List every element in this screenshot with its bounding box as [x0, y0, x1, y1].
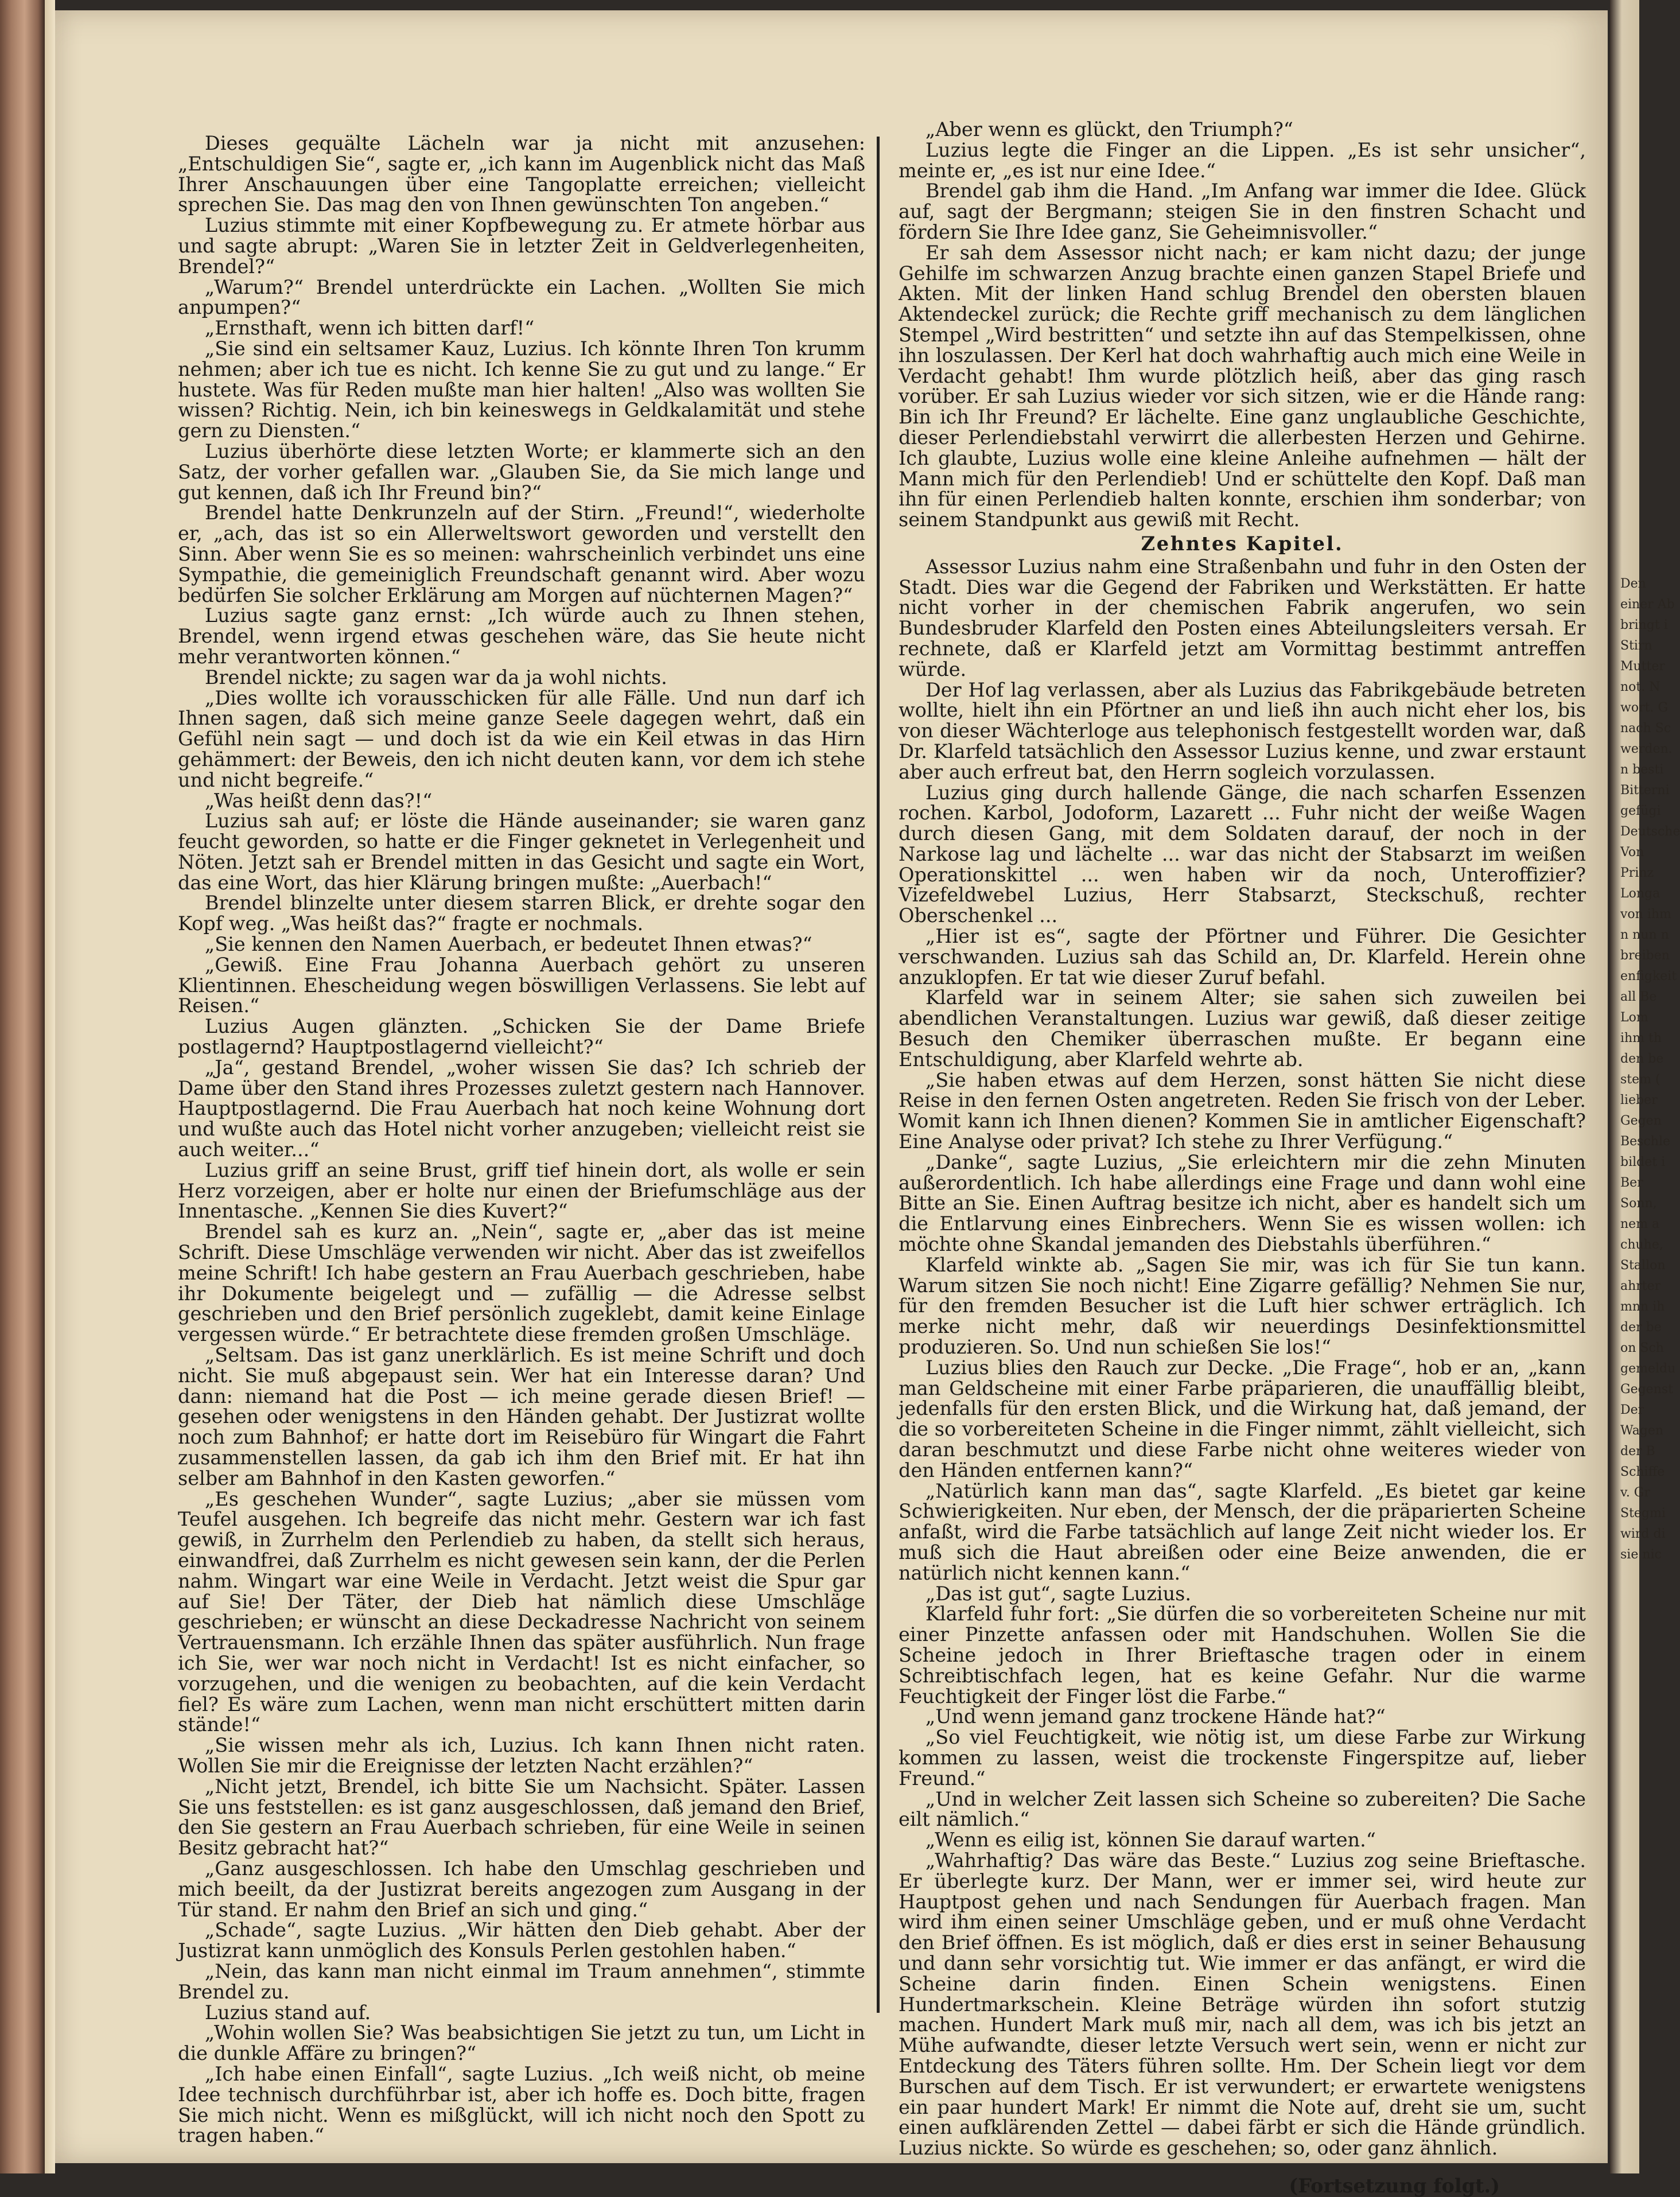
column-divider-rule — [877, 137, 880, 2013]
adjacent-fragment: Gegenst — [1620, 1382, 1673, 1397]
paragraph: „Warum?“ Brendel unterdrückte ein Lachen. „Wollten Sie mich anpumpen?“ — [178, 275, 865, 319]
adjacent-page-strip — [1610, 0, 1680, 2173]
adjacent-fragment: enfigkeit — [1620, 969, 1677, 983]
paragraph: Luzius überhörte diese letzten Worte; er klammerte sich an den Satz, der vorher gefallen war. „Glauben Sie, da Sie mich lange und gut kennen, daß ich Ihr Freund bin?“ — [178, 440, 865, 504]
adjacent-fragment: n besti — [1620, 763, 1664, 777]
paragraph: Luzius legte die Finger an die Lippen. „Es ist sehr unsicher“, meinte er, „es ist nur eine Idee.“ — [899, 138, 1586, 182]
paragraph: Assessor Luzius nahm eine Straßenbahn und fuhr in den Osten der Stadt. Dies war die Gegend der Fabriken und Werkstätten. Er hatte nicht vorher in der chemischen Fabrik angerufen, wo sein Bundesbruder Klarfeld den Posten eines Abteilungsleiters versah. Er rechnete, daß er Klarfeld jetzt am Vormittag bestimmt antreffen würde. — [899, 555, 1586, 681]
paragraph: „Sie sind ein seltsamer Kauz, Luzius. Ich könnte Ihren Ton krumm nehmen; aber ich tue es nicht. Ich kenne Sie zu gut und zu lange.“ Er hustete. Was für Reden mußte man hier halten! „Also was wollten Sie wissen? Richtig. Nein, ich bin keineswegs in Geldkalamität und stehe gern zu Diensten.“ — [178, 337, 865, 442]
right-column-text-before-chapter — [899, 119, 1586, 530]
paragraph: „Ich habe einen Einfall“, sagte Luzius. „Ich weiß nicht, ob meine Idee technisch durchführbar ist, aber ich hoffe es. Doch bitte, fragen Sie mich nicht. Wenn es mißglückt, will ich nicht noch den Spott zu tragen haben.“ — [178, 2062, 865, 2147]
page-stack-edge — [45, 0, 55, 2173]
paragraph: Klarfeld war in seinem Alter; sie sahen sich zuweilen bei abendlichen Veranstaltungen. Luzius war gewiß, daß dieser zeitige Besuch den Chemiker überraschen mußte. Er begann eine Entschuldigung, aber Klarfeld wehrte ab. — [899, 986, 1586, 1071]
paragraph: Luzius stimmte mit einer Kopfbewegung zu. Er atmete hörbar aus und sagte abrupt: „Waren Sie in letzter Zeit in Geldverlegenheiten, Brendel?“ — [178, 214, 865, 278]
paragraph: Klarfeld winkte ab. „Sagen Sie mir, was ich für Sie tun kann. Warum sitzen Sie noch nicht! Eine Zigarre gefällig? Nehmen Sie nur, für den fremden Besucher ist die Luft hier schwer erträglich. Ich merke nicht mehr, daß wir neuerdings Desinfektionsmittel produzieren. So. Und nun schießen Sie los!“ — [899, 1253, 1586, 1359]
paragraph: „Ganz ausgeschlossen. Ich habe den Umschlag geschrieben und mich beeilt, da der Justizrat bereits angezogen zum Ausgang in der Tür stand. Er nahm den Brief an sich und ging.“ — [178, 1857, 865, 1921]
paragraph: „Sie haben etwas auf dem Herzen, sonst hätten Sie nicht diese Reise in den fernen Osten angetreten. Reden Sie frisch von der Leber. Womit kann ich Ihnen dienen? Kommen Sie in amtlicher Eigenschaft? Eine Analyse oder privat? Ich stehe zu Ihrer Verfügung.“ — [899, 1068, 1586, 1153]
adjacent-fragment: den be — [1620, 1052, 1664, 1066]
adjacent-fragment: stem ( — [1620, 1072, 1660, 1087]
adjacent-fragment: Stirn — [1620, 639, 1652, 653]
paragraph: Brendel nickte; zu sagen war da ja wohl nichts. — [204, 666, 667, 689]
paragraph: „Sie kennen den Namen Auerbach, er bedeutet Ihnen etwas?“ — [204, 933, 812, 956]
paragraph: „Schade“, sagte Luzius. „Wir hätten den Dieb gehabt. Aber der Justizrat kann unmöglich des Konsuls Perlen gestohlen haben.“ — [178, 1919, 865, 1962]
paragraph: „Und wenn jemand ganz trockene Hände hat?“ — [925, 1705, 1386, 1728]
paragraph: „Ernsthaft, wenn ich bitten darf!“ — [204, 317, 535, 340]
adjacent-fragment: Prinz — [1620, 866, 1654, 880]
adjacent-fragment: ahrter — [1620, 1279, 1661, 1293]
adjacent-fragment: Wagen — [1620, 1424, 1664, 1438]
adjacent-fragment: Sonn, — [1620, 1196, 1657, 1211]
paragraph: „Dies wollte ich vorausschicken für alle Fälle. Und nun darf ich Ihnen sagen, daß sich meine ganze Seele dagegen wehrt, daß ein Gefühl nein sagt — und doch ist da wie ein Keil etwas in das Hirn gehämmert: der Beweis, den ich nicht deuten kann, vor dem ich stehe und nicht begreife.“ — [178, 686, 865, 791]
paragraph: Brendel gab ihm die Hand. „Im Anfang war immer die Idee. Glück auf, sagt der Bergmann; steigen Sie in den finstren Schacht und fördern Sie Ihre Idee ganz, Sie Geheimnisvoller.“ — [899, 180, 1586, 243]
paragraph: Dieses gequälte Lächeln war ja nicht mit anzusehen: „Entschuldigen Sie“, sagte er, „ich kann im Augenblick nicht das Maß Ihrer Anschauungen über eine Tangoplatte erreichen; vielleicht sprechen Sie. Das mag den von Ihnen gewünschten Ton angeben.“ — [178, 132, 865, 216]
paragraph: Luzius sagte ganz ernst: „Ich würde auch zu Ihnen stehen, Brendel, wenn irgend etwas geschehen wäre, das Sie heute nicht mehr verantworten können.“ — [178, 604, 865, 668]
right-text-column — [899, 119, 1586, 2196]
paragraph: „Was heißt denn das?!“ — [204, 789, 433, 812]
adjacent-fragment: n nun n — [1620, 928, 1669, 942]
adjacent-fragment: Ber — [1620, 1176, 1643, 1190]
adjacent-fragment: Stallon — [1620, 1258, 1666, 1273]
adjacent-page-fragments — [1620, 574, 1680, 1565]
book-spine — [0, 0, 45, 2173]
continuation-note: (Fortsetzung folgt.) — [1289, 2174, 1500, 2197]
adjacent-fragment: v. Gr — [1620, 1486, 1650, 1500]
adjacent-fragment: ihm th — [1620, 1031, 1662, 1045]
paragraph: „Ja“, gestand Brendel, „woher wissen Sie das? Ich schrieb der Dame über den Stand ihres Prozesses zuletzt gestern nach Hannover. Hauptpostlagernd. Die Frau Auerbach hat noch keine Wohnung dort und wußte auch das Hotel nicht vorher anzugeben; vielleicht reist sie auch weiter...“ — [178, 1056, 865, 1161]
adjacent-fragment: wird di — [1620, 1527, 1666, 1541]
paragraph: „Natürlich kann man das“, sagte Klarfeld. „Es bietet gar keine Schwierigkeiten. Nur eben, der Mensch, der die präparierten Scheine anfaßt, wird die Farbe tatsächlich auf lange Zeit nicht wieder los. Er muß sich die Haut abreißen oder eine Beize anwenden, die er natürlich nicht kennen kann.“ — [899, 1479, 1586, 1584]
paragraph: Brendel blinzelte unter diesem starren Blick, er drehte sogar den Kopf weg. „Was heißt das?“ fragte er nochmals. — [178, 892, 865, 935]
adjacent-fragment: der B — [1620, 1444, 1655, 1459]
adjacent-fragment: Schiffe — [1620, 1465, 1665, 1479]
paragraph: Der Hof lag verlassen, aber als Luzius das Fabrikgebäude betreten wollte, hielt ihn ein Pförtner an und ließ ihn auch nicht eher los, bis von dieser Wächterloge aus telephonisch festgestellt worden war, daß Dr. Klarfeld tatsächlich den Assessor Luzius kenne, und zwar erstaunt aber auch erfreut bat, den Herrn sogleich vorzulassen. — [899, 678, 1586, 783]
adjacent-fragment: Mutter — [1620, 659, 1665, 674]
adjacent-fragment: Beschle — [1620, 1134, 1671, 1149]
adjacent-fragment: bildet i — [1620, 1155, 1666, 1169]
paragraph: Luzius griff an seine Brust, griff tief hinein dort, als wolle er sein Herz vorzeigen, aber er holte nur einen der Briefumschläge aus der Innentasche. „Kennen Sie dies Kuvert?“ — [178, 1158, 865, 1223]
adjacent-fragment: der be — [1620, 1320, 1662, 1335]
adjacent-fragment: Gegen — [1620, 1114, 1662, 1128]
paragraph: Luzius ging durch hallende Gänge, die nach scharfen Essenzen rochen. Karbol, Jodoform, Lazarett ... Fuhr nicht der weiße Wagen durch diesen Gang, mit dem Soldaten darauf, der noch in der Narkose lag und lächelte ... war das nicht der Stabsarzt im weißen Operationskittel ... wen haben wir da noch, Unteroffizier? Vizefeldwebel Luzius, Herr Stabsarzt, Steckschuß, rechter Oberschenkel ... — [899, 781, 1586, 927]
paragraph: Luzius sah auf; er löste die Hände auseinander; sie waren ganz feucht geworden, so hatte er die Finger geknetet in Verlegenheit und Nöten. Jetzt sah er Brendel mitten in das Gesicht und sagte ein Wort, das eine Wort, das hier Klärung bringen mußte: „Auerbach!“ — [178, 810, 865, 894]
adjacent-fragment: Deutsche — [1620, 825, 1680, 839]
paragraph: „Sie wissen mehr als ich, Luzius. Ich kann Ihnen nicht raten. Wollen Sie mir die Ereignisse der letzten Nacht erzählen?“ — [178, 1734, 865, 1777]
paragraph: „So viel Feuchtigkeit, wie nötig ist, um diese Farbe zur Wirkung kommen zu lassen, weist die trockenste Fingerspitze auf, lieber Freund.“ — [899, 1726, 1586, 1790]
adjacent-fragment: chuhe, — [1620, 1238, 1663, 1252]
paragraph: „Wohin wollen Sie? Was beabsichtigen Sie jetzt zu tun, um Licht in die dunkle Affäre zu bringen?“ — [178, 2021, 865, 2065]
paragraph: Luzius blies den Rauch zur Decke. „Die Frage“, hob er an, „kann man Geldscheine mit einer Farbe präparieren, die unauffällig bleibt, jedenfalls für den ersten Blick, und die Wirkung hat, daß jemand, der die so vorbereiteten Scheine in die Finger nimmt, zählt vielleicht, sich daran beschmutzt und diese Farbe nicht ohne weiteres wieder von den Händen entfernen kann?“ — [899, 1356, 1586, 1481]
adjacent-fragment: Den — [1620, 577, 1646, 591]
paragraph: Brendel hatte Denkrunzeln auf der Stirn. „Freund!“, wiederholte er, „ach, das ist so ein Allerweltswort geworden und verstellt den Sinn. Aber wenn Sie es so meinen: wahrscheinlich verbindet uns eine Sympathie, die gemeiniglich Freundschaft genannt wird. Aber wozu bedürfen Sie solcher Erklärung am Morgen auf nüchternen Magen?“ — [178, 501, 865, 606]
adjacent-fragment: gefügi — [1620, 804, 1661, 818]
paragraph: Luzius stand auf. — [204, 2001, 371, 2024]
adjacent-fragment: einer Ab — [1620, 597, 1675, 612]
adjacent-fragment: von ihm — [1620, 907, 1671, 921]
paragraph: Brendel sah es kurz an. „Nein“, sagte er, „aber das ist meine Schrift. Diese Umschläge verwenden wir nicht. Aber das ist zweifellos meine Schrift! Ich habe gestern an Frau Auerbach geschrieben, habe ihr Dokumente beigelegt und — zufällig — die Adresse selbst geschrieben und den Brief persönlich zugeklebt, damit keine Einlage vergessen würde.“ Er betrachtete diese fremden großen Umschläge. — [178, 1220, 865, 1346]
paragraph: Klarfeld fuhr fort: „Sie dürfen die so vorbereiteten Scheine nur mit einer Pinzette anfassen oder mit Handschuhen. Wollen Sie die Scheine jedoch in Ihrer Brieftasche tragen oder in einem Schreibtischfach legen, hat es keine Gefahr. Nur die warme Feuchtigkeit der Finger löst die Farbe.“ — [899, 1603, 1586, 1708]
adjacent-fragment: gemeldu — [1620, 1362, 1676, 1376]
adjacent-fragment: Der — [1620, 1403, 1644, 1417]
adjacent-fragment: bringt i — [1620, 618, 1668, 632]
paragraph: „Seltsam. Das ist ganz unerklärlich. Es ist meine Schrift und doch nicht. Sie muß abgepaust sein. Wer hat ein Interesse daran? Und dann: niemand hat die Post — ich meine gerade diesen Brief! — gesehen oder wenigstens in den Händen gehabt. Der Justizrat wollte noch zum Bahnhof; er hatte dort im Reisebüro für Wingart die Fahrt zusammenstellen lassen, da gab ich ihm den Brief mit. Er hat ihn selber am Bahnhof in den Kasten geworfen.“ — [178, 1344, 865, 1490]
chapter-heading: Zehntes Kapitel. — [1141, 532, 1344, 555]
adjacent-fragment: werden. — [1620, 742, 1673, 756]
paragraph: „Wahrhaftig? Das wäre das Beste.“ Luzius zog seine Brieftasche. Er überlegte kurz. Der Mann, wer er immer sei, wird heute zur Hauptpost gehen und nach Sendungen für Auerbach fragen. Man wird ihm einen seiner Umschläge geben, und er muß ohne Verdacht den Brief öffnen. Es ist möglich, daß er dies erst in seiner Behausung und dann sehr vorsichtig tut. Wie immer er das anfängt, er wird die Scheine darin finden. Einen Schein wenigstens. Einen Hundertmarkschein. Kleine Beträge würden ihn sofort stutzig machen. Hundert Mark muß mir, nach all dem, was ich bis jetzt an Mühe aufwandte, dieser letzte Versuch wert sein, wenn er nicht zur Entdeckung des Täters führen sollte. Hm. Der Schein liegt vor dem Burschen auf dem Tisch. Er ist verwundert; er erwartete wenigstens ein paar hundert Mark! Er nimmt die Note auf, dreht sie um, sucht einen aufklärenden Zettel — dabei färbt er sich die Hände gründlich. Luzius nickte. So würde es geschehen; so, oder ganz ähnlich. — [899, 1849, 1586, 2160]
paragraph: Luzius Augen glänzten. „Schicken Sie der Dame Briefe postlagernd? Hauptpostlagernd vielleicht?“ — [178, 1015, 865, 1059]
adjacent-fragment: nach Sc — [1620, 721, 1671, 736]
adjacent-fragment: mnn ih — [1620, 1300, 1665, 1314]
right-column-text-after-chapter — [899, 557, 1586, 2159]
paragraph: „Gewiß. Eine Frau Johanna Auerbach gehört zu unseren Klientinnen. Ehescheidung wegen böswilligen Verlassens. Sie lebt auf Reisen.“ — [178, 953, 865, 1017]
left-text-column — [178, 133, 865, 2146]
paragraph: „Und in welcher Zeit lassen sich Scheine so zubereiten? Die Sache eilt nämlich.“ — [899, 1787, 1586, 1831]
adjacent-fragment: Bitterni — [1620, 783, 1670, 798]
adjacent-fragment: on Sch — [1620, 1341, 1664, 1355]
adjacent-fragment: Lom — [1620, 1010, 1648, 1025]
paragraph: „Es geschehen Wunder“, sagte Luzius; „aber sie müssen vom Teufel ausgehen. Ich begreife das nicht mehr. Gestern war ich fast gewiß, in Zurrhelm den Perlendieb zu haben, da stellt sich heraus, einwandfrei, daß Zurrhelm es nicht gewesen sein kann, der die Perlen nahm. Wingart war eine Weile in Verdacht. Jetzt weist die Spur gar auf Sie! Der Täter, der Dieb hat nämlich diese Umschläge geschrieben; er wünscht an diese Deckadresse Nachricht von seinem Vertrauensmann. Ich erzähle Ihnen das später ausführlich. Nun frage ich Sie, wer war noch nicht in Verdacht! Ist es nicht einfacher, so vorzugehen, und die wenigen zu beobachten, auf die kein Verdacht fiel? Es wäre zum Lachen, wenn man nicht erschüttert mitten darin stände!“ — [178, 1487, 865, 1736]
adjacent-fragment: Longa — [1620, 886, 1660, 901]
adjacent-fragment: Stegmi — [1620, 1506, 1666, 1521]
paragraph: „Hier ist es“, sagte der Pförtner und Führer. Die Gesichter verschwanden. Luzius sah das Schild an, Dr. Klarfeld. Herein ohne anzuklopfen. Er tat wie dieser Zuruf befahl. — [899, 925, 1586, 989]
adjacent-fragment: breiben — [1620, 948, 1670, 963]
paragraph: „Danke“, sagte Luzius, „Sie erleichtern mir die zehn Minuten außerordentlich. Ich habe allerdings eine Frage und dann wohl eine Bitte an Sie. Einen Auftrag besitze ich nicht, aber es handelt sich um die Entlarvung eines Einbrechers. Wenn Sie es wissen wollen: ich möchte ohne Skandal jemanden des Diebstahls überführen.“ — [899, 1150, 1586, 1256]
adjacent-fragment: wort. G — [1620, 701, 1668, 715]
paragraph: „Wenn es eilig ist, können Sie darauf warten.“ — [925, 1829, 1376, 1852]
adjacent-fragment: nem a — [1620, 1217, 1660, 1231]
adjacent-fragment: Von — [1620, 845, 1644, 860]
paragraph: „Nicht jetzt, Brendel, ich bitte Sie um Nachsicht. Später. Lassen Sie uns feststellen: es ist ganz ausgeschlossen, daß jemand den Brief, den Sie gestern an Frau Auerbach schrieben, für eine Weile in seinen Besitz gebracht hat?“ — [178, 1775, 865, 1860]
paragraph: „Aber wenn es glückt, den Triumph?“ — [925, 118, 1293, 141]
paragraph: Er sah dem Assessor nicht nach; er kam nicht dazu; der junge Gehilfe im schwarzen Anzug brachte einen ganzen Stapel Briefe und Akten. Mit der linken Hand schlug Brendel den obersten blauen Aktendeckel zurück; die Rechte griff mechanisch zu dem länglichen Stempel „Wird bestritten“ und setzte ihn auf das Stempelkissen, ohne ihn loszulassen. Der Kerl hat doch wahrhaftig auch mich eine Weile in Verdacht gehabt! Ihm wurde plötzlich heiß, aber das ging rasch vorüber. Er sah Luzius wieder vor sich sitzen, wie er die Hände rang: Bin ich Ihr Freund? Er lächelte. Eine ganz unglaubliche Geschichte, dieser Perlendiebstahl verwirrt die allerbesten Herzen und Gehirne. Ich glaubte, Luzius wolle eine kleine Anleihe aufnehmen — hält der Mann mich für den Perlendieb! Und er schüttelte den Kopf. Daß man ihn für einen Perlendieb halten konnte, erschien ihm sonderbar; von seinem Standpunkt aus gewiß mit Recht. — [899, 241, 1586, 531]
paragraph: „Das ist gut“, sagte Luzius. — [925, 1582, 1191, 1605]
adjacent-fragment: lieber — [1620, 1093, 1658, 1107]
adjacent-fragment: sie nic — [1620, 1547, 1662, 1562]
adjacent-fragment: all Be — [1620, 990, 1657, 1004]
adjacent-fragment: not. N — [1620, 680, 1660, 694]
paragraph: „Nein, das kann man nicht einmal im Traum annehmen“, stimmte Brendel zu. — [178, 1959, 865, 2003]
